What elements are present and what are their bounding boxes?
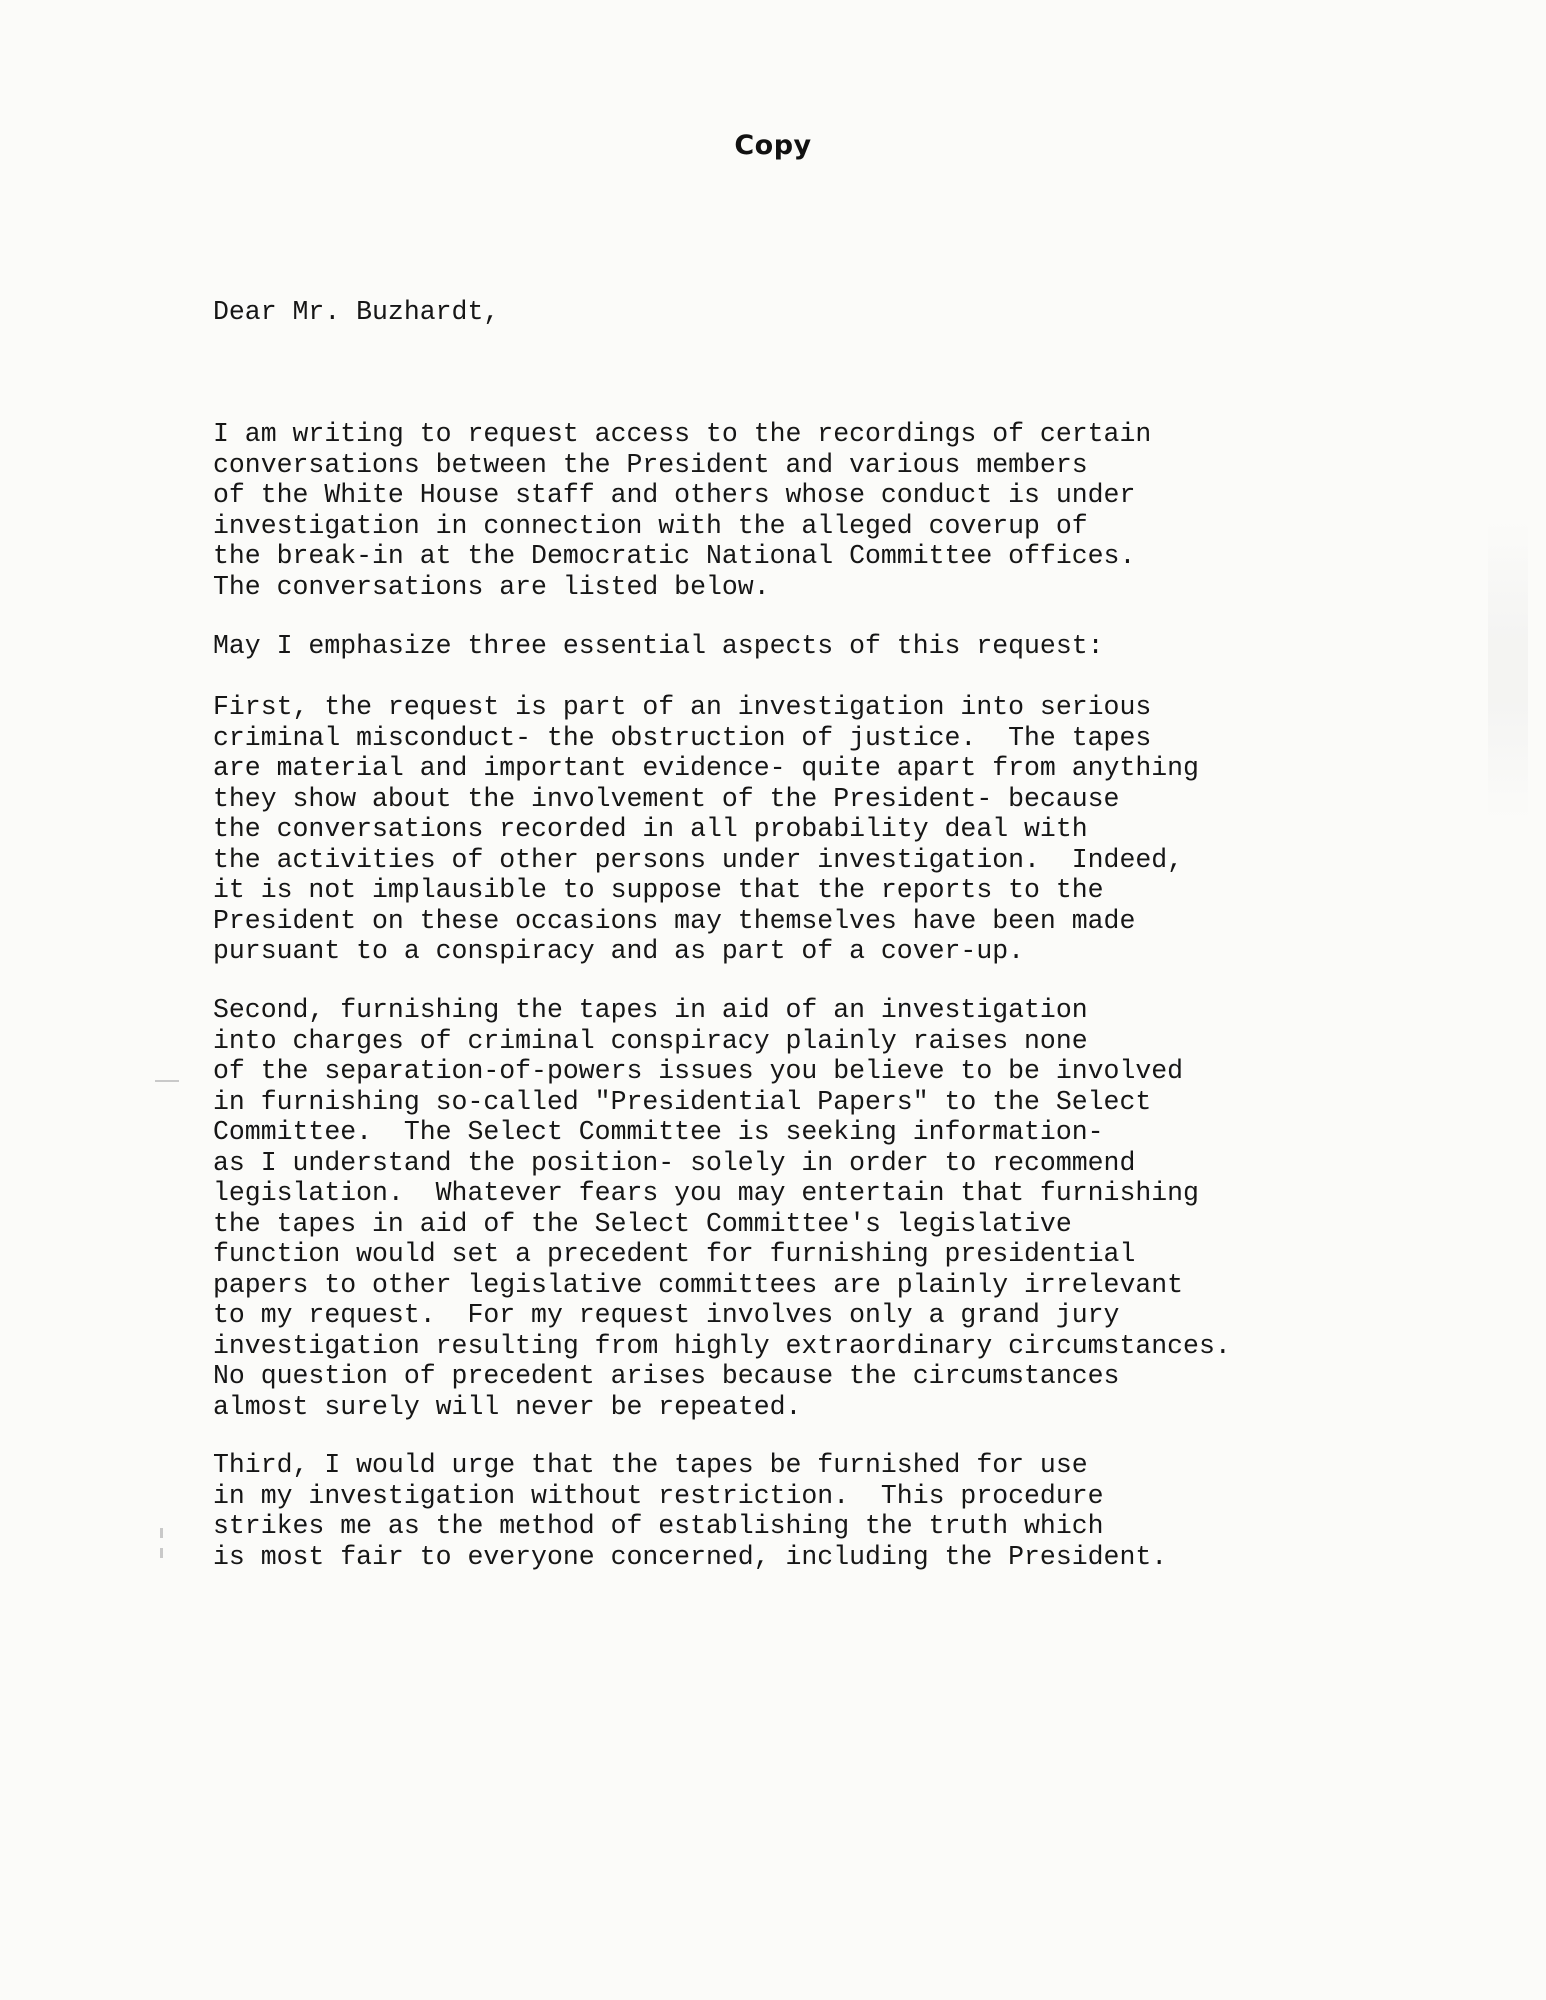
text-line: The conversations are listed below. xyxy=(213,571,770,602)
text-line: it is not implausible to suppose that the reports to the xyxy=(213,875,1104,905)
text-line: strikes me as the method of establishing the truth which xyxy=(213,1511,1104,1541)
text-line: May I emphasize three essential aspects of this request: xyxy=(213,631,1104,661)
text-line: conversations between the President and various members xyxy=(213,449,1088,480)
paragraph-request xyxy=(213,419,1151,602)
text-line: First, the request is part of an investigation into serious xyxy=(213,692,1152,722)
paper-bleed-through xyxy=(1488,520,1528,820)
text-line: in furnishing so-called "Presidential Papers" to the Select xyxy=(213,1086,1152,1117)
text-line: No question of precedent arises because the circumstances xyxy=(213,1361,1120,1391)
text-line: the conversations recorded in all probability deal with xyxy=(213,814,1088,844)
paragraph-second xyxy=(213,995,1231,1422)
text-line: of the White House staff and others whose conduct is under xyxy=(213,480,1136,510)
text-line: legislation. Whatever fears you may entertain that furnishing xyxy=(213,1178,1199,1208)
scan-mark xyxy=(160,1548,163,1558)
text-line: to my request. For my request involves only a grand jury xyxy=(213,1300,1120,1330)
text-line: of the separation-of-powers issues you believe to be involved xyxy=(213,1056,1184,1086)
text-line: Committee. The Select Committee is seeking information- xyxy=(213,1117,1104,1147)
scan-mark xyxy=(160,1528,163,1538)
text-line: criminal misconduct- the obstruction of justice. The tapes xyxy=(213,722,1152,753)
text-line: almost surely will never be repeated. xyxy=(213,1391,802,1422)
paragraph-emphasis xyxy=(213,631,1104,662)
text-line: the activities of other persons under investigation. Indeed, xyxy=(213,844,1184,875)
text-line: papers to other legislative committees are plainly irrelevant xyxy=(213,1269,1184,1300)
text-line: Third, I would urge that the tapes be furnished for use xyxy=(213,1450,1088,1480)
paragraph-third xyxy=(213,1450,1167,1572)
text-line: I am writing to request access to the recordings of certain xyxy=(213,419,1152,449)
text-line: President on these occasions may themselves have been made xyxy=(213,905,1136,936)
text-line: into charges of criminal conspiracy plainly raises none xyxy=(213,1025,1088,1056)
scan-mark xyxy=(155,1080,179,1082)
text-line: pursuant to a conspiracy and as part of a cover-up. xyxy=(213,936,1025,966)
text-line: function would set a precedent for furnishing presidential xyxy=(213,1239,1136,1269)
text-line: they show about the involvement of the President- because xyxy=(213,783,1120,814)
text-line: in my investigation without restriction. This procedure xyxy=(213,1480,1104,1511)
text-line: the break-in at the Democratic National Committee offices. xyxy=(213,541,1136,571)
salutation: Dear Mr. Buzhardt, xyxy=(213,297,500,327)
text-line: Second, furnishing the tapes in aid of an investigation xyxy=(213,995,1088,1025)
text-line: is most fair to everyone concerned, including the President. xyxy=(213,1541,1168,1572)
text-line: as I understand the position- solely in order to recommend xyxy=(213,1147,1136,1178)
copy-header: Copy xyxy=(734,130,812,161)
text-line: investigation in connection with the alleged coverup of xyxy=(213,510,1088,541)
text-line: the tapes in aid of the Select Committee's legislative xyxy=(213,1208,1072,1239)
text-line: investigation resulting from highly extraordinary circumstances. xyxy=(213,1330,1231,1361)
text-line: are material and important evidence- quite apart from anything xyxy=(213,753,1199,783)
paragraph-first xyxy=(213,692,1199,967)
